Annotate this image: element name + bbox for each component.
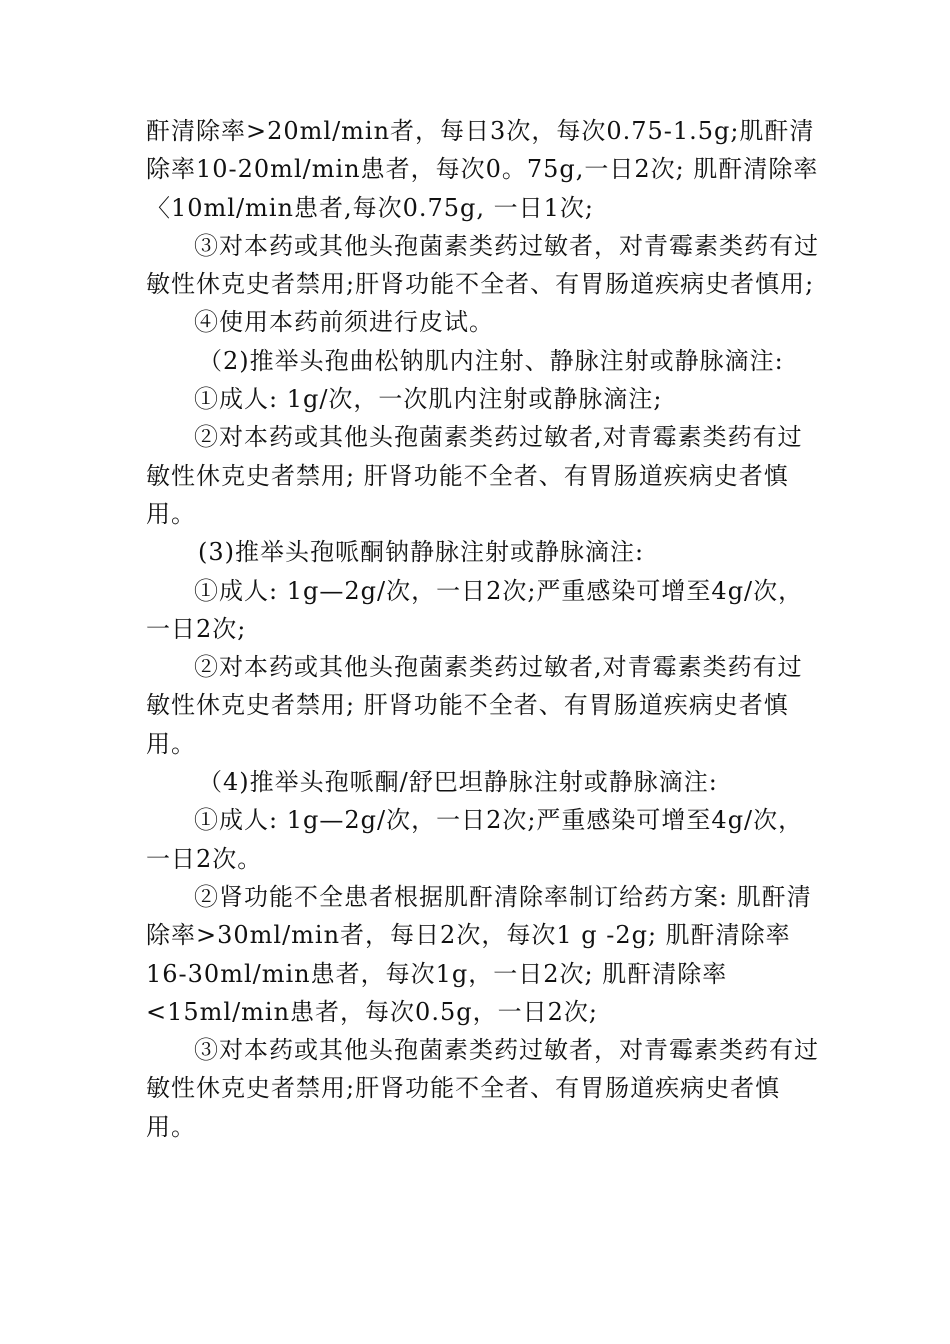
- paragraph-ceftriaxone-adult-dose: ①成人: 1g/次，一次肌内注射或静脉滴注;: [194, 385, 663, 414]
- heading-cefoperazone-sulbactam: （4)推举头孢哌酮/舒巴坦静脉注射或静脉滴注:: [198, 768, 718, 797]
- paragraph-contraindication-1: ③对本药或其他头孢菌素类药过敏者，对青霉素类药有过敏性休克史者禁用;肝肾功能不全者、有胃肠道疾病史者慎用;: [146, 231, 819, 299]
- heading-ceftriaxone: （2)推举头孢曲松钠肌内注射、静脉注射或静脉滴注:: [198, 346, 784, 375]
- document-body: [146, 112, 826, 1146]
- paragraph-skin-test: ④使用本药前须进行皮试。: [194, 308, 494, 337]
- paragraph-cefoperazone-sulbactam-contraindication: ③对本药或其他头孢菌素类药过敏者，对青霉素类药有过敏性休克史者禁用;肝肾功能不全者、有胃肠道疾病史者慎用。: [146, 1036, 819, 1141]
- paragraph-cefoperazone-contraindication: ②对本药或其他头孢菌素类药过敏者,对青霉素类药有过敏性休克史者禁用; 肝肾功能不全者、有胃肠道疾病史者慎用。: [146, 653, 803, 758]
- paragraph-cefoperazone-adult-dose: ①成人: 1g—2g/次，一日2次;严重感染可增至4g/次，一日2次;: [146, 576, 804, 643]
- heading-cefoperazone: (3)推举头孢哌酮钠静脉注射或静脉滴注:: [198, 538, 645, 567]
- paragraph-renal-dosage-continued: 酐清除率>20ml/min者，每日3次，每次0.75-1.5g;肌酐清除率10-20ml/min患者，每次0。75g,一日2次; 肌酐清除率〈10ml/min患者,每次0.75g, 一日1次;: [146, 117, 819, 222]
- paragraph-ceftriaxone-contraindication: ②对本药或其他头孢菌素类药过敏者,对青霉素类药有过敏性休克史者禁用; 肝肾功能不全者、有胃肠道疾病史者慎用。: [146, 423, 803, 528]
- paragraph-cefoperazone-sulbactam-adult-dose: ①成人: 1g—2g/次，一日2次;严重感染可增至4g/次，一日2次。: [146, 806, 804, 873]
- paragraph-renal-impairment-dosage: ②肾功能不全患者根据肌酐清除率制订给药方案: 肌酐清除率>30ml/min者，每日2次，每次1 g -2g; 肌酐清除率16-30ml/min患者，每次1g，一日2次; 肌酐清除率<15ml/min患者，每次0.5g，一日2次;: [146, 882, 812, 1026]
